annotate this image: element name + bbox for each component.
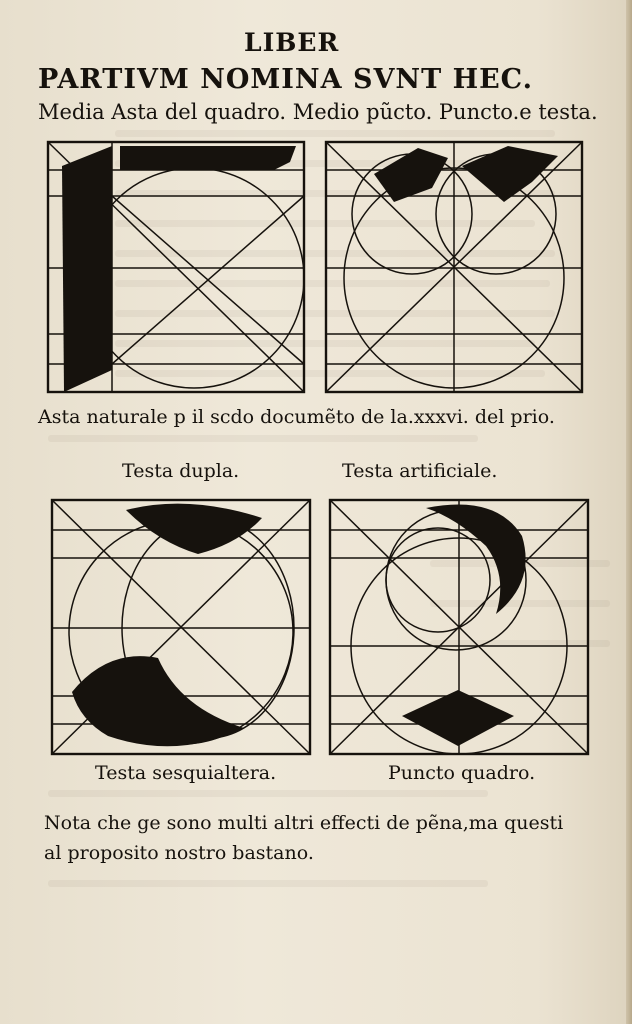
caption-testa-sesquialtera: Testa sesquialtera. xyxy=(95,762,277,784)
caption-testa-artificiale: Testa artificiale. xyxy=(342,460,498,482)
page-edge xyxy=(626,0,632,1024)
figure-puncto-testa-woodcut xyxy=(322,138,586,396)
caption-puncto-quadro: Puncto quadro. xyxy=(388,762,536,784)
caption-asta: Asta naturale p il scdo documẽto de la.xxxvi. del prio. xyxy=(38,406,555,428)
section-subtitle: Media Asta del quadro. Medio pũcto. Puncto.e testa. xyxy=(38,100,598,124)
section-title: PARTIVM NOMINA SVNT HEC. xyxy=(38,64,534,95)
running-head: LIBER xyxy=(244,28,340,57)
note-line-2: al proposito nostro bastano. xyxy=(44,842,314,864)
figure-puncto-quadro-woodcut xyxy=(326,496,592,758)
note-line-1: Nota che ge sono multi altri effecti de pẽna,ma questi xyxy=(44,812,564,834)
figure-asta-woodcut xyxy=(44,138,308,396)
figure-testa-sesquialtera-woodcut xyxy=(48,496,314,758)
caption-testa-dupla: Testa dupla. xyxy=(122,460,240,482)
